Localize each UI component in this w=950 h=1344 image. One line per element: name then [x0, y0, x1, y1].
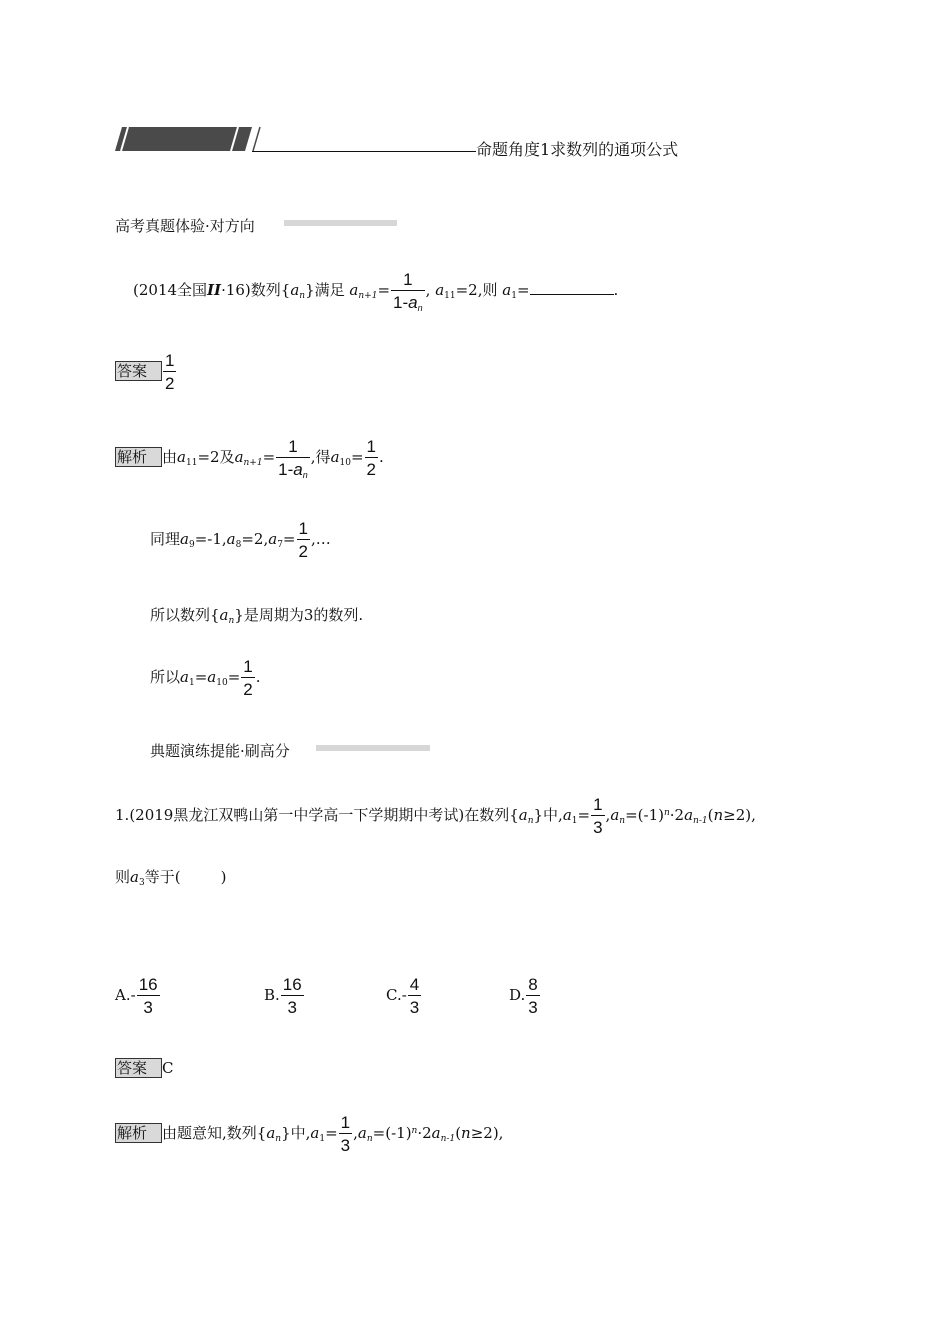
answer-value: $\frac{1}{2}$	[165, 351, 175, 393]
fraction: $\frac{1}{1-an}$	[393, 270, 423, 313]
banner-decoration	[114, 126, 264, 152]
analysis-label: 解析	[115, 447, 162, 467]
fraction: $\frac{8}{3}$	[528, 975, 538, 1017]
analysis-line-4: 所以$a_1=a_{10}=$ $\frac{1}{2}$ .	[150, 657, 261, 699]
section-heading-real-exam: 高考真题体验·对方向	[115, 217, 255, 235]
analysis-label: 解析	[115, 1123, 162, 1143]
page-title: 命题角度1求数列的通项公式	[476, 140, 679, 159]
fraction: $\frac{16}{3}$	[138, 975, 158, 1017]
option-a[interactable]: A.- $\frac{16}{3}$	[115, 975, 158, 1017]
analysis-line-1: 解析 由题意知,数列$\{a_n\}$中$,a_1=$ $\frac{1}{3}$ $,a_n=(-1)^n\cdot 2a_{n-1}(n\ge 2)$,	[117, 1113, 504, 1155]
section-heading-bar	[316, 745, 430, 751]
answer-block	[115, 1058, 174, 1078]
analysis-line-1: 解析 由$a_{11}=2$及$a_{n+1}=$ $\frac{1}{1-an}$ ,得$a_{10}=$ $\frac{1}{2}$ .	[117, 437, 384, 480]
analysis-line-2: 同理$a_9=-1,a_8=2,a_7=$ $\frac{1}{2}$ ,…	[150, 519, 331, 561]
fraction: $\frac{1}{3}$	[593, 795, 603, 837]
option-b[interactable]: B. $\frac{16}{3}$	[264, 975, 302, 1017]
answer-blank	[530, 280, 614, 295]
problem-intro: (2014全国II·16)数列$\{a_n\}$满足 $a_{n+1}=$ $\frac{1}{1-an}$ , $a_{11}=2$,则 $a_1=$ .	[133, 270, 619, 313]
fraction: $\frac{1}{2}$	[298, 519, 308, 561]
fraction: $\frac{16}{3}$	[282, 975, 302, 1017]
fraction: $\frac{1}{3}$	[340, 1113, 351, 1155]
fraction: $\frac{1}{2}$	[366, 437, 377, 479]
analysis-line-3: 所以数列$\{a_n\}$是周期为3的数列.	[150, 606, 364, 626]
answer-value: C	[162, 1059, 174, 1077]
fraction: $\frac{1}{2}$	[243, 657, 253, 699]
option-d[interactable]: D. $\frac{8}{3}$	[509, 975, 538, 1017]
fraction: $\frac{4}{3}$	[409, 975, 420, 1017]
problem-1-stem: 1.(2019黑龙江双鸭山第一中学高一下学期期中考试)在数列$\{a_n\}$中$,a_1=$ $\frac{1}{3}$ $,a_n=(-1)^n\cdot 2a_{n-1}(n\ge 2)$,	[115, 795, 756, 837]
answer-label: 答案	[115, 1058, 162, 1078]
fraction: $\frac{1}{1-an}$	[278, 437, 308, 480]
answer-block	[115, 352, 177, 392]
banner-underline	[252, 151, 476, 152]
section-heading-practice: 典题演练提能·刷高分	[150, 742, 290, 760]
section-heading-bar	[284, 220, 397, 226]
problem-1-question: 则$a_3$等于( )	[115, 868, 227, 888]
option-c[interactable]: C.- $\frac{4}{3}$	[386, 975, 420, 1017]
answer-label: 答案	[115, 361, 162, 381]
